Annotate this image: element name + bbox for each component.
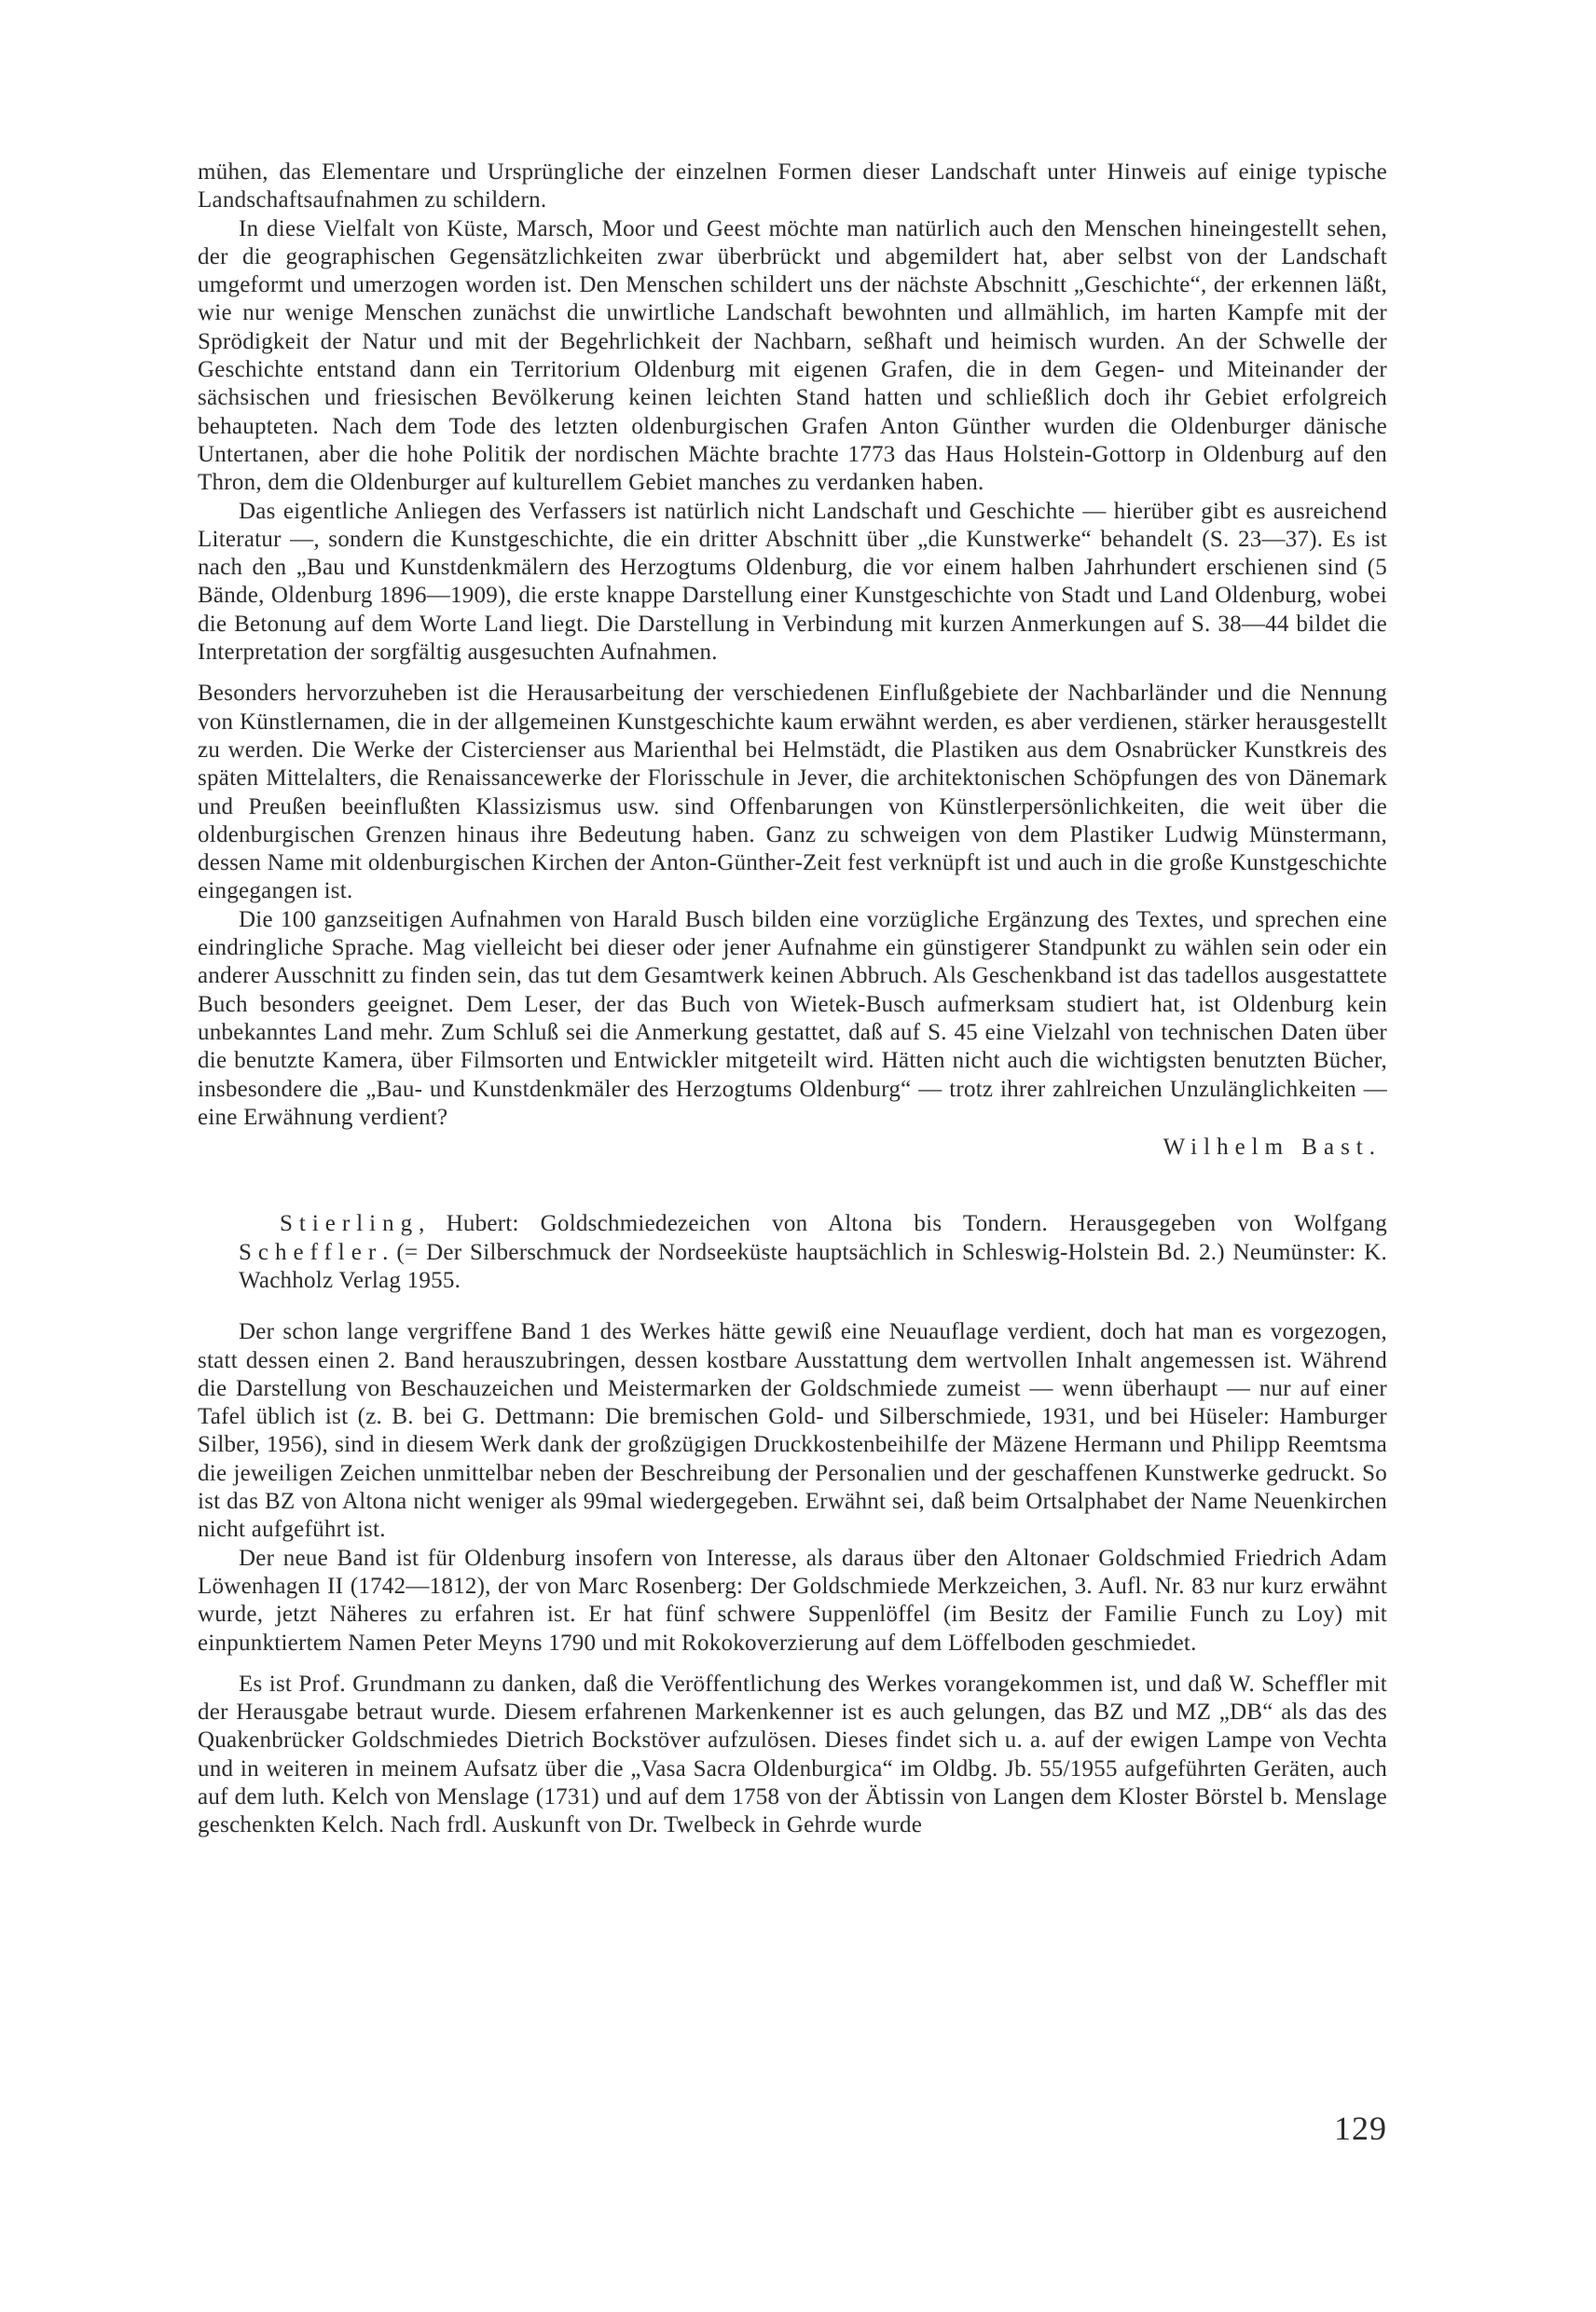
review1-paragraph-2: In diese Vielfalt von Küste, Marsch, Moor und Geest möchte man natürlich auch den Menschen hineingestellt sehen, der die geographischen Gegensätzlichkeiten zwar überbrückt und abgemildert hat, aber selbst von der Landschaft umgeformt und umerzogen worden ist. Den Menschen schildert uns der nächste Abschnitt „Geschichte“, der erkennen läßt, wie nur wenige Menschen zunächst die unwirtliche Landschaft bewohnten und allmählich, im harten Kampfe mit der Sprödigkeit der Natur und mit der Begehrlichkeit der Nachbarn, seßhaft und heimisch wurden. An der Schwelle der Geschichte entstand dann ein Territorium Oldenburg mit eigenen Grafen, die in dem Gegen- und Miteinander der sächsischen und friesischen Bevölkerung keinen leichten Stand hatten und schließlich doch ihr Gebiet erfolgreich behaupteten. Nach dem Tode des letzten oldenburgischen Grafen Anton Günther wurden die Oldenburger dänische Untertanen, aber die hohe Politik der nordischen Mächte brachte 1773 das Haus Holstein-Gottorp in Oldenburg auf den Thron, dem die Oldenburger auf kulturellem Gebiet manches zu verdanken haben.	[198, 215, 1387, 496]
review1-paragraph-3: Das eigentliche Anliegen des Verfassers ist natürlich nicht Landschaft und Geschichte — hierüber gibt es ausreichend Literatur —, sondern die Kunstgeschichte, die ein dritter Abschnitt über „die Kunstwerke“ behandelt (S. 23—37). Es ist nach den „Bau und Kunstdenkmälern des Herzogtums Oldenburg, die vor einem halben Jahrhundert erschienen sind (5 Bände, Oldenburg 1896—1909), die erste knappe Darstellung einer Kunstgeschichte von Stadt und Land Oldenburg, wobei die Betonung auf dem Worte Land liegt. Die Darstellung in Verbindung mit kurzen Anmerkungen auf S. 38—44 bildet die Interpretation der sorgfältig ausgesuchten Aufnahmen.	[198, 498, 1387, 666]
review1-paragraph-1: mühen, das Elementare und Ursprüngliche der einzelnen Formen dieser Landschaft unter Hinweis auf einige typische Landschaftsaufnahmen zu schildern.	[198, 159, 1387, 213]
bibliography-editor: Scheffler	[239, 1239, 383, 1265]
review2-paragraph-3: Es ist Prof. Grundmann zu danken, daß die Veröffentlichung des Werkes vorangekommen ist, und daß W. Scheffler mit der Herausgabe betraut wurde. Diesem erfahrenen Markenkenner ist es auch gelungen, das BZ und MZ „DB“ als das des Quakenbrücker Goldschmiedes Dietrich Bockstöver aufzulösen. Dieses findet sich u. a. auf der ewigen Lampe von Vechta und in weiteren in meinem Aufsatz über die „Vasa Sacra Oldenburgica“ im Oldbg. Jb. 55/1955 aufgeführten Geräten, auch auf dem luth. Kelch von Menslage (1731) und auf dem 1758 von der Äbtissin von Langen dem Kloster Börstel b. Menslage geschenkten Kelch. Nach frdl. Auskunft von Dr. Twelbeck in Gehrde wurde	[198, 1671, 1387, 1838]
review1-paragraph-5: Die 100 ganzseitigen Aufnahmen von Harald Busch bilden eine vorzügliche Ergänzung des Textes, und sprechen eine eindringliche Sprache. Mag vielleicht bei dieser oder jener Aufnahme ein günstigerer Standpunkt zu wählen sein oder ein anderer Ausschnitt zu finden sein, das tut dem Gesamtwerk keinen Abbruch. Als Geschenkband ist das tadellos ausgestattete Buch besonders geeignet. Dem Leser, der das Buch von Wietek-Busch aufmerksam studiert hat, ist Oldenburg kein unbekanntes Land mehr. Zum Schluß sei die Anmerkung gestattet, daß auf S. 45 eine Vielzahl von technischen Daten über die benutzte Kamera, über Filmsorten und Entwickler mitgeteilt wird. Hätten nicht auch die wichtigsten benutzten Bücher, insbesondere die „Bau- und Kunstdenkmäler des Herzogtums Oldenburg“ — trotz ihrer zahlreichen Unzulänglichkeiten — eine Erwähnung verdient?	[198, 906, 1387, 1130]
review2-paragraph-2: Der neue Band ist für Oldenburg insofern von Interesse, als daraus über den Altonaer Goldschmied Friedrich Adam Löwenhagen II (1742—1812), der von Marc Rosenberg: Der Goldschmiede Merkzeichen, 3. Aufl. Nr. 83 nur kurz erwähnt wurde, jetzt Näheres zu erfahren ist. Er hat fünf schwere Suppenlöffel (im Besitz der Familie Funch zu Loy) mit einpunktiertem Namen Peter Meyns 1790 und mit Rokokoverzierung auf dem Löffelboden geschmiedet.	[198, 1545, 1387, 1656]
bibliography-text-1: , Hubert: Goldschmiedezeichen von Altona bis Tondern. Herausgegeben von Wolfgang	[419, 1211, 1387, 1237]
bibliography-entry	[198, 1210, 1387, 1295]
review1-paragraph-4: Besonders hervorzuheben ist die Herausarbeitung der verschiedenen Einflußgebiete der Nachbarländer und die Nennung von Künstlernamen, die in der allgemeinen Kunstgeschichte kaum erwähnt werden, es aber verdienen, stärker herausgestellt zu werden. Die Werke der Cistercienser aus Marienthal bei Helmstädt, die Plastiken aus dem Osnabrücker Kunstkreis des späten Mittelalters, die Renaissancewerke der Florisschule in Jever, die architektonischen Schöpfungen des von Dänemark und Preußen beeinflußten Klassizismus usw. sind Offenbarungen von Künstlerpersönlichkeiten, die weit über die oldenburgischen Grenzen hinaus ihre Bedeutung haben. Ganz zu schweigen von dem Plastiker Ludwig Münstermann, dessen Name mit oldenburgischen Kirchen der Anton-Günther-Zeit fest verknüpft ist und auch in die große Kunstgeschichte eingegangen ist.	[198, 681, 1387, 904]
bibliography-text-2: . (= Der Silberschmuck der Nordseeküste hauptsächlich in Schleswig-Holstein Bd. 2.) Neumünster: K. Wachholz Verlag 1955.	[239, 1239, 1387, 1293]
review1-signature: Wilhelm Bast.	[1163, 1135, 1382, 1161]
page-number: 129	[1334, 2110, 1387, 2147]
page-body	[198, 158, 1387, 1840]
review2-paragraph-1: Der schon lange vergriffene Band 1 des Werkes hätte gewiß eine Neuauflage verdient, doch hat man es vorgezogen, statt dessen einen 2. Band herauszubringen, dessen kostbare Ausstattung dem wertvollen Inhalt angemessen ist. Während die Darstellung von Beschauzeichen und Meistermarken der Goldschmiede zumeist — wenn überhaupt — nur auf einer Tafel üblich ist (z. B. bei G. Dettmann: Die bremischen Gold- und Silberschmiede, 1931, und bei Hüseler: Hamburger Silber, 1956), sind in diesem Werk dank der großzügigen Druckkostenbeihilfe der Mäzene Hermann und Philipp Reemtsma die jeweiligen Zeichen unmittelbar neben der Beschreibung der Personalien und der geschaffenen Kunstwerke gedruckt. So ist das BZ von Altona nicht weniger als 99mal wiedergegeben. Erwähnt sei, daß beim Ortsalphabet der Name Neuenkirchen nicht aufgeführt ist.	[198, 1319, 1387, 1543]
bibliography-author: Stierling	[280, 1211, 420, 1237]
